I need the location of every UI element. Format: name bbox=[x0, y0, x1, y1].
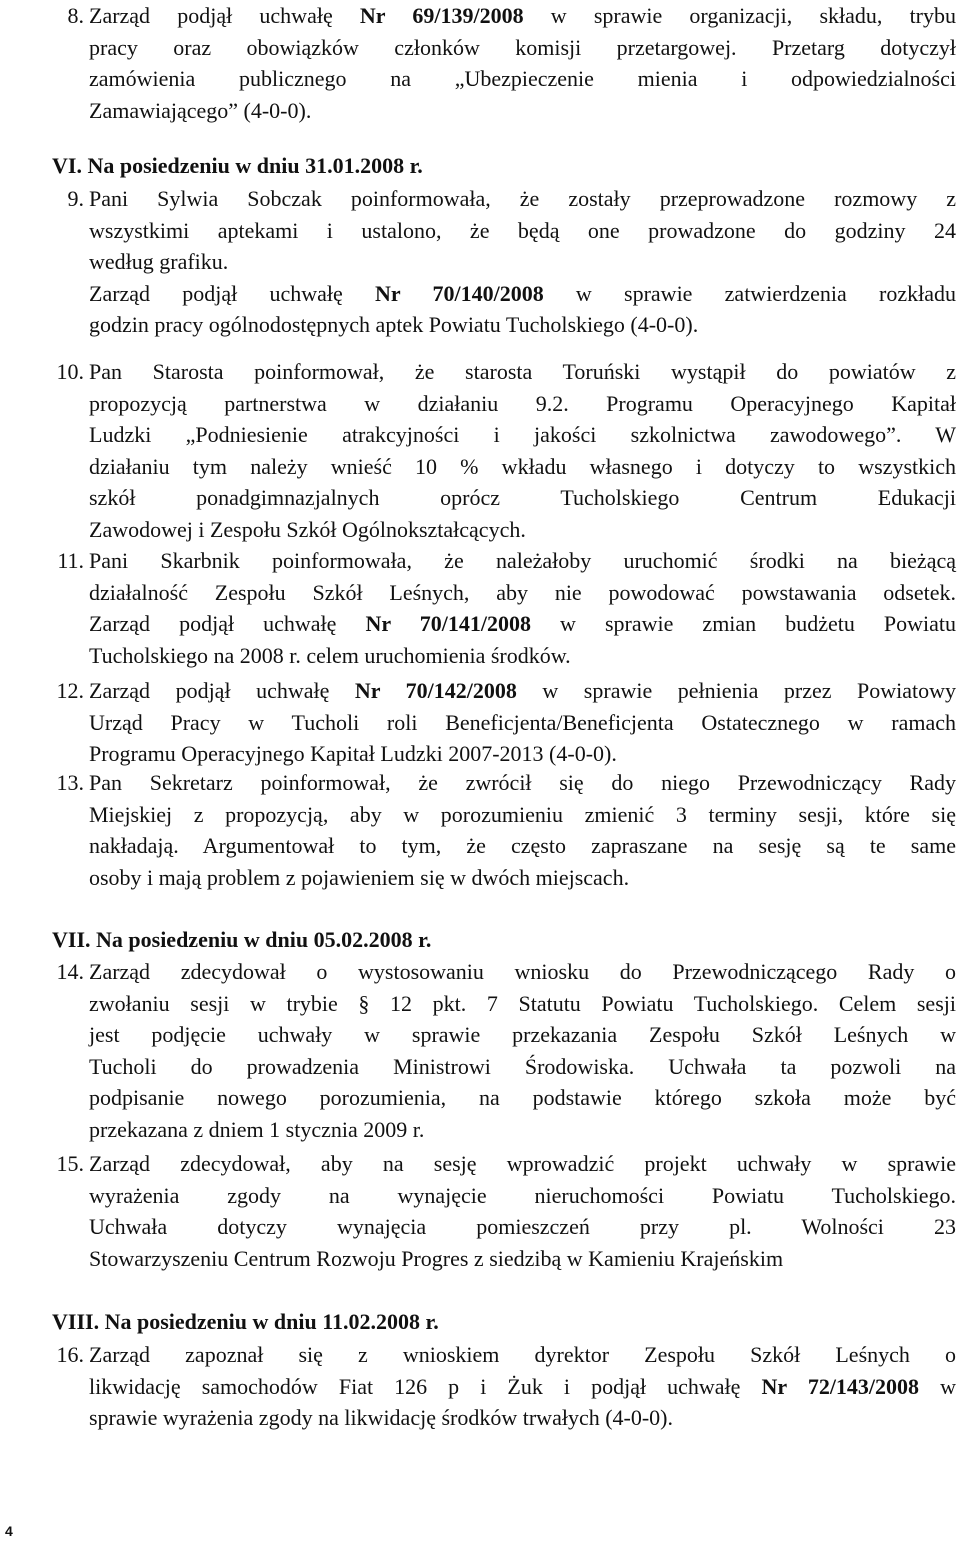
paragraph-number: 13. bbox=[56, 770, 84, 795]
numbered-paragraph bbox=[0, 1148, 956, 1274]
text-line: Pan Sekretarz poinformował, że zwrócił się do niego Przewodniczący Rady bbox=[89, 770, 956, 795]
text-line: Zarząd zapoznał się z wnioskiem dyrektor Zespołu Szkół Leśnych o bbox=[89, 1342, 956, 1367]
text-line: zamówienia publicznego na „Ubezpieczenie mienia i odpowiedzialności bbox=[89, 66, 956, 91]
text-line: działalność Zespołu Szkół Leśnych, aby nie powodować powstawania odsetek. bbox=[89, 579, 956, 605]
text-line: likwidację samochodów Fiat 126 p i Żuk i podjął uchwałę Nr 72/143/2008 w bbox=[89, 1373, 956, 1399]
text-line: Zarząd podjął uchwałę Nr 70/142/2008 w sprawie pełnienia przez Powiatowy bbox=[89, 678, 957, 703]
text-line: propozycją partnerstwa w działaniu 9.2. Programu Operacyjnego Kapitał bbox=[89, 390, 956, 416]
section-heading: VII. Na posiedzeniu w dniu 05.02.2008 r. bbox=[52, 927, 432, 952]
text-line: Tucholi do prowadzenia Ministrowi Środowiska. Uchwała ta pozwoli na bbox=[89, 1053, 956, 1079]
text-line: szkół ponadgimnazjalnych oprócz Tucholskiego Centrum Edukacji bbox=[89, 485, 956, 510]
page-number: 4 bbox=[5, 1523, 13, 1539]
text-line: osoby i mają problem z pojawieniem się w dwóch miejscach. bbox=[89, 864, 630, 890]
paragraph-number: 9. bbox=[67, 186, 84, 211]
paragraph-text bbox=[89, 0, 956, 126]
paragraph-text bbox=[89, 545, 956, 671]
paragraph-number: 10. bbox=[56, 359, 84, 384]
resolution-number: Nr 70/142/2008 bbox=[354, 678, 517, 703]
paragraph-number: 15. bbox=[56, 1151, 84, 1176]
text-line: działaniu tym należy wnieść 10 % wkładu własnego i dotyczy to wszystkich bbox=[89, 453, 956, 479]
text-line: Pani Skarbnik poinformowała, że należałoby uruchomić środki na bieżącą bbox=[89, 548, 956, 573]
resolution-number: Nr 70/141/2008 bbox=[365, 611, 531, 636]
text-line: według grafiku. bbox=[89, 249, 229, 274]
text-line: Miejskiej z propozycją, aby w porozumieniu zmienić 3 terminy sesji, które się bbox=[89, 801, 956, 827]
paragraph-text bbox=[89, 675, 956, 770]
numbered-paragraph bbox=[0, 675, 956, 770]
paragraph-number: 11. bbox=[57, 548, 84, 573]
text-line: podpisanie nowego porozumienia, na podstawie którego szkoła może być bbox=[89, 1085, 956, 1110]
text-line: Tucholskiego na 2008 r. celem uruchomienia środków. bbox=[89, 642, 571, 668]
section-heading: VI. Na posiedzeniu w dniu 31.01.2008 r. bbox=[52, 153, 423, 178]
text-line: Pani Sylwia Sobczak poinformowała, że zostały przeprowadzone rozmowy z bbox=[89, 186, 956, 211]
text-line: Stowarzyszeniu Centrum Rozwoju Progres z siedzibą w Kamieniu Krajeńskim bbox=[89, 1245, 784, 1271]
text-line: Pan Starosta poinformował, że starosta Toruński wystąpił do powiatów z bbox=[89, 359, 956, 384]
text-line: wyrażenia zgody na wynajęcie nieruchomości Powiatu Tucholskiego. bbox=[89, 1182, 956, 1208]
text-line: wszystkimi aptekami i ustalono, że będą one prowadzone do godziny 24 bbox=[89, 217, 956, 243]
paragraph-text bbox=[89, 1339, 956, 1434]
paragraph-text bbox=[89, 183, 956, 341]
text-line: Zarząd podjął uchwałę Nr 69/139/2008 w sprawie organizacji, składu, trybu bbox=[89, 3, 957, 28]
text-line: zwołaniu sesji w trybie § 12 pkt. 7 Statutu Powiatu Tucholskiego. Celem sesji bbox=[89, 990, 956, 1016]
text-line: jest podjęcie uchwały w sprawie przekazania Zespołu Szkół Leśnych w bbox=[89, 1022, 956, 1047]
paragraph-text bbox=[89, 767, 956, 893]
numbered-paragraph bbox=[0, 767, 956, 893]
text-line: Ludzki „Podniesienie atrakcyjności i jakości szkolnictwa zawodowego”. W bbox=[89, 422, 956, 447]
paragraph-number: 12. bbox=[56, 678, 84, 703]
paragraph-text bbox=[89, 356, 956, 545]
text-line: nakładają. Argumentował to tym, że często zapraszane na sesję są te same bbox=[89, 833, 956, 858]
text-line: godzin pracy ogólnodostępnych aptek Powiatu Tucholskiego (4-0-0). bbox=[89, 312, 699, 337]
numbered-paragraph bbox=[0, 1339, 956, 1434]
paragraph-text bbox=[89, 956, 956, 1145]
resolution-number: Nr 72/143/2008 bbox=[761, 1373, 920, 1399]
text-line: Zarząd podjął uchwałę Nr 70/141/2008 w sprawie zmian budżetu Powiatu bbox=[89, 611, 957, 636]
text-line: Uchwała dotyczy wynajęcia pomieszczeń przy pl. Wolności 23 bbox=[89, 1214, 956, 1239]
paragraph-text bbox=[89, 1148, 956, 1274]
text-line: Zarząd podjął uchwałę Nr 70/140/2008 w sprawie zatwierdzenia rozkładu bbox=[89, 280, 956, 306]
numbered-paragraph bbox=[0, 956, 956, 1145]
numbered-paragraph bbox=[0, 183, 956, 341]
text-line: sprawie wyrażenia zgody na likwidację środków trwałych (4-0-0). bbox=[89, 1405, 674, 1430]
resolution-number: Nr 70/140/2008 bbox=[375, 280, 544, 306]
text-line: Zarząd zdecydował, aby na sesję wprowadzić projekt uchwały w sprawie bbox=[89, 1151, 956, 1176]
paragraph-number: 8. bbox=[67, 3, 84, 28]
paragraph-number: 16. bbox=[56, 1342, 84, 1367]
text-line: Zawodowej i Zespołu Szkół Ogólnokształcących. bbox=[89, 516, 526, 542]
paragraph-number: 14. bbox=[56, 959, 84, 984]
text-line: pracy oraz obowiązków członków komisji przetargowej. Przetarg dotyczył bbox=[89, 34, 956, 60]
text-line: Urząd Pracy w Tucholi roli Beneficjenta/Beneficjenta Ostatecznego w ramach bbox=[89, 709, 956, 735]
numbered-paragraph bbox=[0, 545, 956, 671]
section-heading: VIII. Na posiedzeniu w dniu 11.02.2008 r. bbox=[52, 1309, 439, 1334]
text-line: Programu Operacyjnego Kapitał Ludzki 2007-2013 (4-0-0). bbox=[89, 741, 617, 766]
text-line: Zarząd zdecydował o wystosowaniu wniosku do Przewodniczącego Rady o bbox=[89, 959, 956, 984]
numbered-paragraph bbox=[0, 356, 956, 545]
resolution-number: Nr 69/139/2008 bbox=[359, 3, 524, 28]
numbered-paragraph bbox=[0, 0, 956, 126]
text-line: Zamawiającego” (4-0-0). bbox=[89, 97, 312, 123]
text-line: przekazana z dniem 1 stycznia 2009 r. bbox=[89, 1116, 425, 1142]
